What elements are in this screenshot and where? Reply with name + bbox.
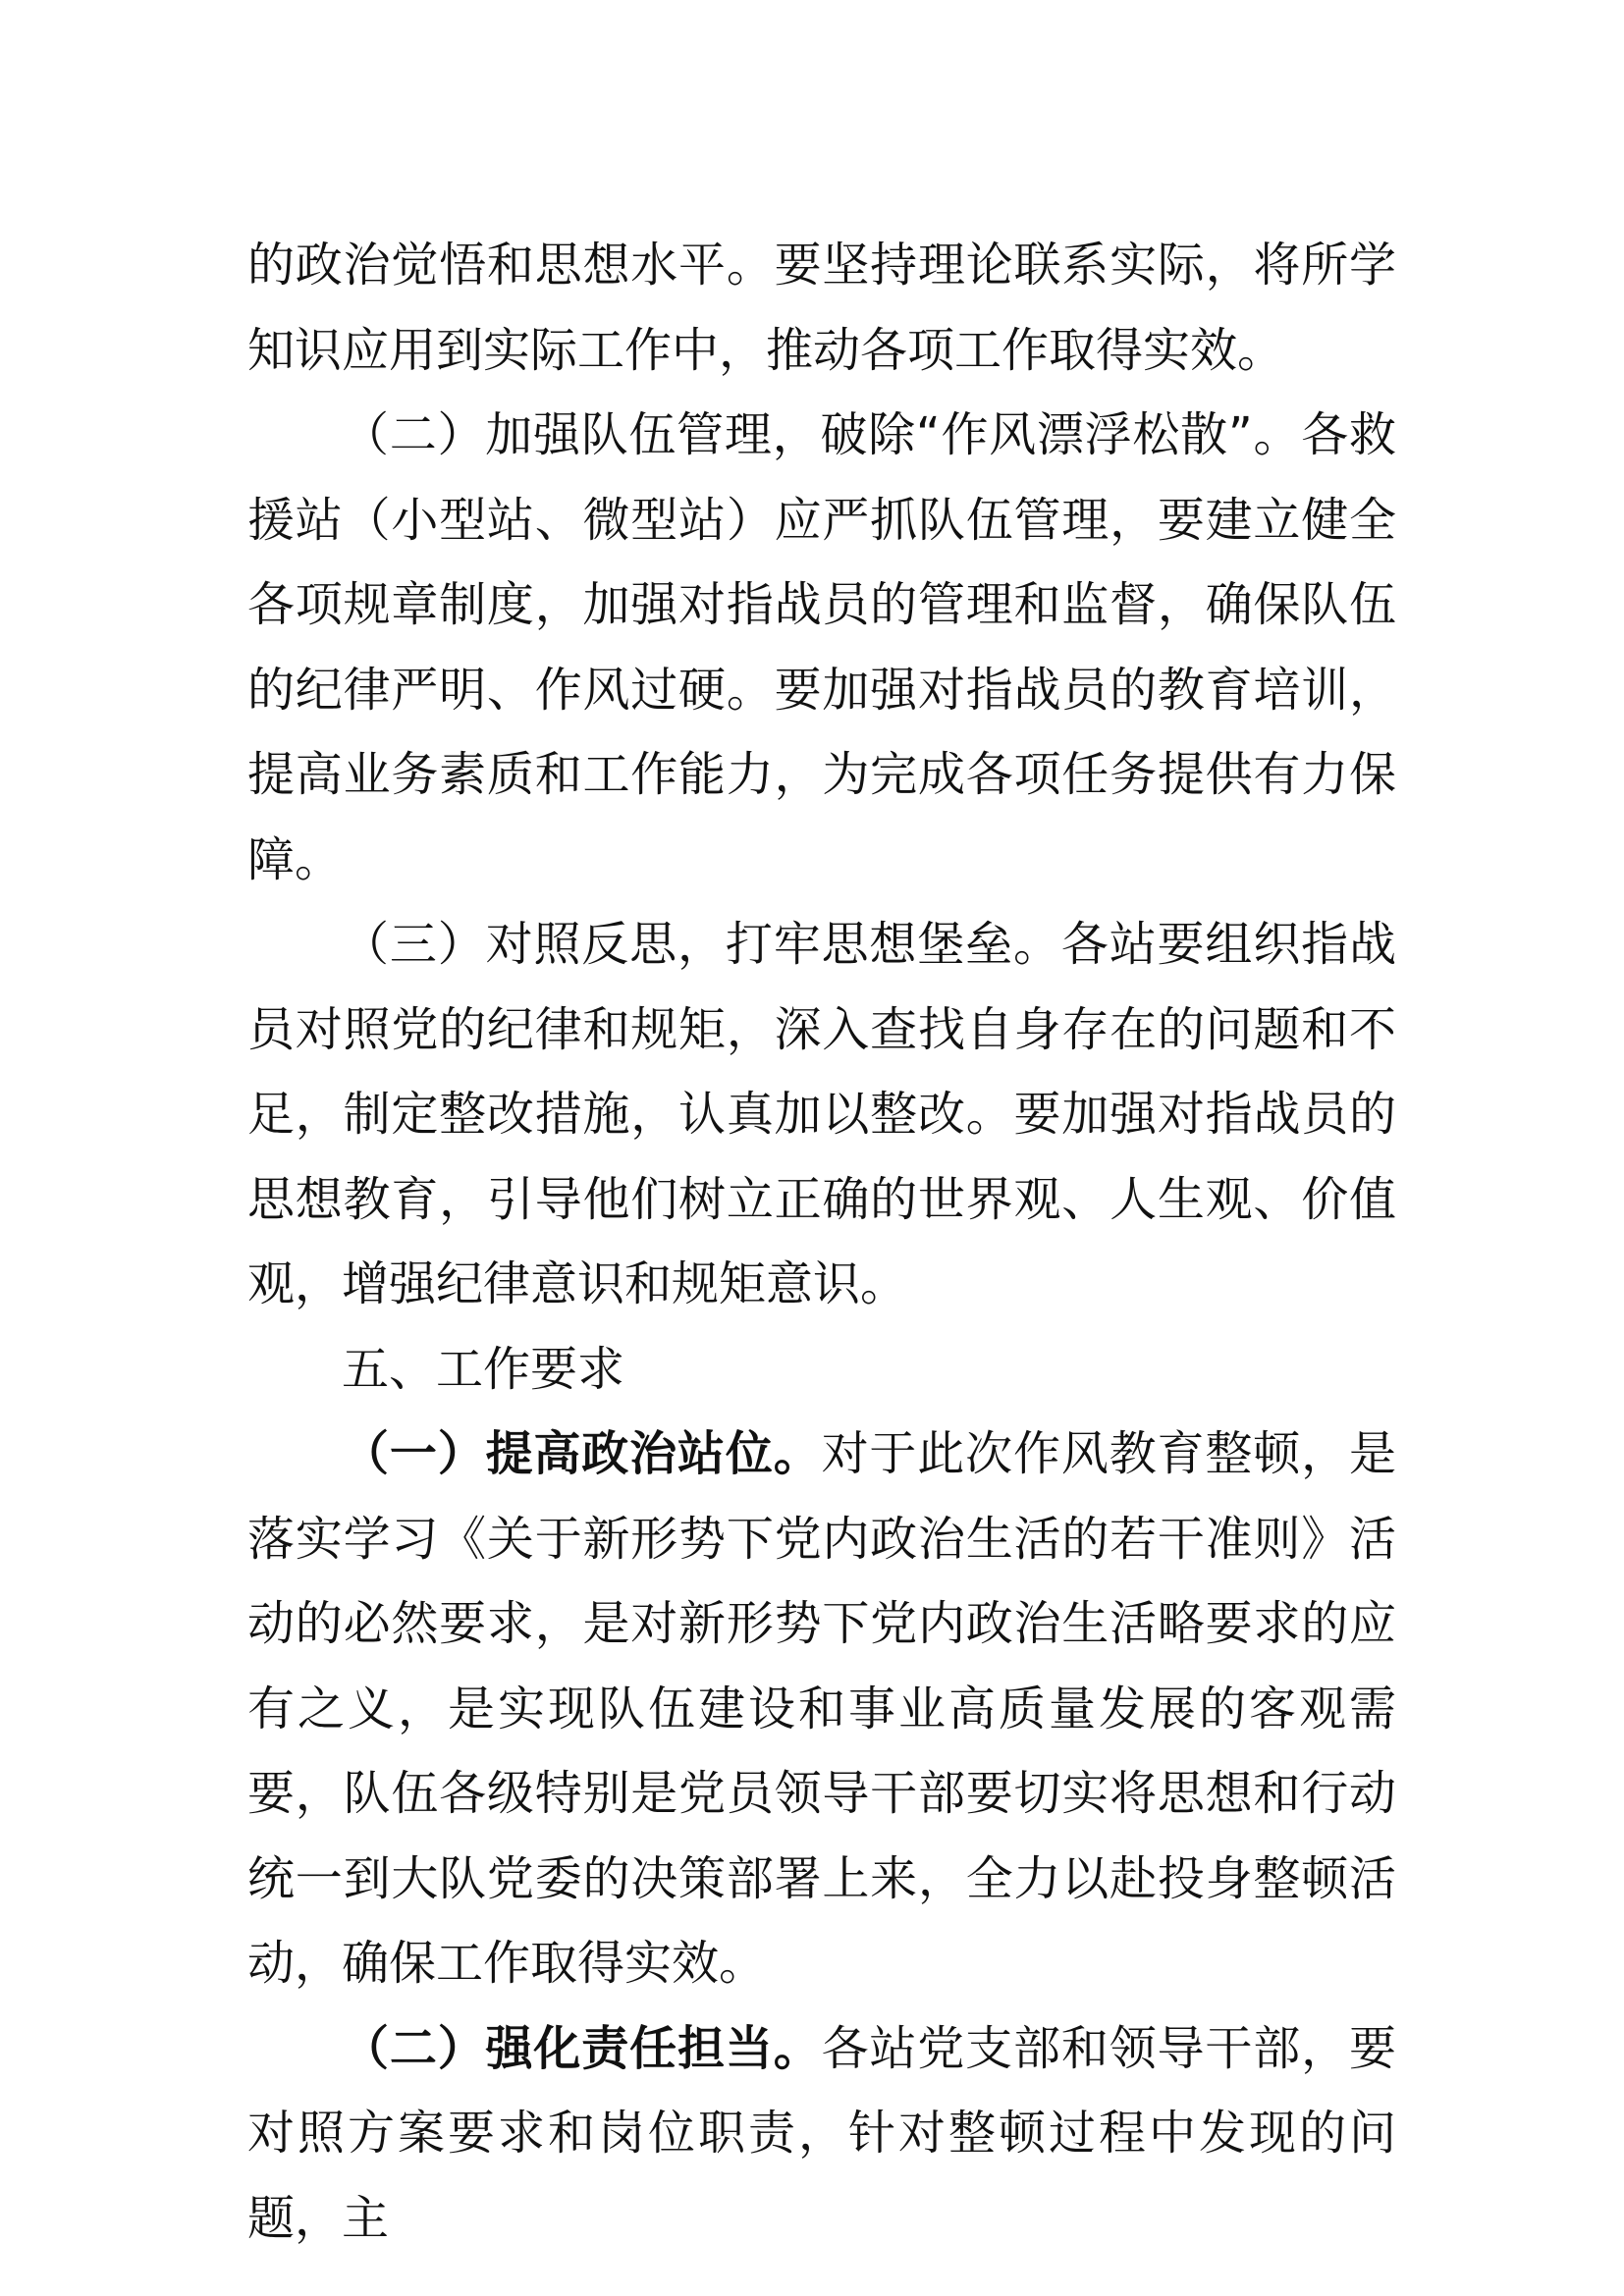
paragraph-text: 对于此次作风教育整顿，是落实学习《关于新形势下党内政治生活的若干准则》活动的必然要求，是对新形势下党内政治生活略要求的应有之义，是实现队伍建设和事业高质量发展的客观需要，队伍各级特别是党员领导干部要切实将思想和行动统一到大队党委的决策部署上来，全力以赴投身整顿活动，确保工作取得实效。: [247, 1426, 1396, 1991]
paragraph-requirement-1-political-stance: [247, 1412, 1396, 2006]
paragraph-intro-continuation: [247, 223, 1396, 393]
paragraph-text: 的政治觉悟和思想水平。要坚持理论联系实际，将所学知识应用到实际工作中，推动各项工作取得实效。: [247, 238, 1396, 378]
paragraph-section-3-reflection: [247, 902, 1396, 1327]
document-body: [247, 223, 1396, 2261]
paragraph-text: 各站党支部和领导干部，要对照方案要求和岗位职责，针对整顿过程中发现的问题，主: [247, 2020, 1396, 2246]
heading-text: 五、工作要求: [342, 1341, 625, 1397]
paragraph-section-2-team-management: [247, 393, 1396, 902]
paragraph-text: （三）对照反思，打牢思想堡垒。各站要组织指战员对照党的纪律和规矩，深入查找自身存在的问题和不足，制定整改措施，认真加以整改。要加强对指战员的思想教育，引导他们树立正确的世界观、人生观、价值观，增强纪律意识和规矩意识。: [247, 917, 1396, 1311]
paragraph-requirement-2-responsibility: [247, 2006, 1396, 2262]
section-heading-work-requirements: [247, 1327, 1396, 1413]
paragraph-text: （二）加强队伍管理，破除“作风漂浮松散”。各救援站（小型站、微型站）应严抓队伍管理，要建立健全各项规章制度，加强对指战员的管理和监督，确保队伍的纪律严明、作风过硬。要加强对指战员的教育培训，提高业务素质和工作能力，为完成各项任务提供有力保障。: [247, 407, 1396, 887]
paragraph-lead-heading: （二）强化责任担当。: [342, 2020, 822, 2076]
paragraph-lead-heading: （一）提高政治站位。: [342, 1426, 822, 1481]
